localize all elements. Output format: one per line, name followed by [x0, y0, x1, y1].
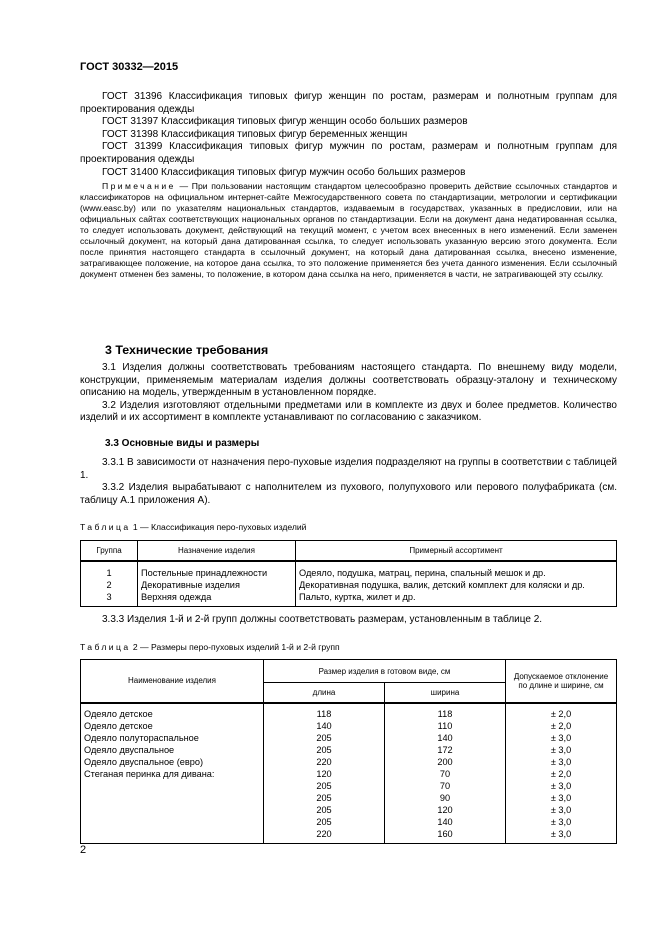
- table2: [80, 659, 617, 844]
- table-row: Одеяло детское 140 110 ± 2,0: [81, 720, 617, 732]
- section-3-paragraphs: [80, 362, 617, 425]
- table-row: 205 140 ± 3,0: [81, 816, 617, 828]
- note-paragraph: [80, 181, 617, 280]
- table-row: Одеяло двуспальное (евро) 220 200 ± 3,0: [81, 756, 617, 768]
- paragraph-3-2: 3.2 Изделия изготовляют отдельными предметами или в комплекте из двух и более предметов. Количество изделий и их ассортимент в комплекте устанавливают по согласованию с заказчиком.: [80, 399, 617, 424]
- normative-references: [80, 91, 617, 179]
- reference-item: ГОСТ 31400 Классификация типовых фигур мужчин особо больших размеров: [102, 166, 466, 178]
- table1-caption: Таблица 1 — Классификация перо-пуховых изделий: [80, 522, 307, 532]
- table-header-cell: Размер изделия в готовом виде, см: [264, 660, 506, 683]
- table-header-cell: Группа: [81, 541, 138, 562]
- table-header-cell: Назначение изделия: [138, 541, 296, 562]
- page-number: 2: [80, 844, 87, 856]
- paragraph-3-1: 3.1 Изделия должны соответствовать требованиям настоящего стандарта. По внешнему виду модели, конструкции, применяемым материалам изделия должны соответствовать образцу-эталону и техническому описанию на модель, утвержденным в установленном порядке.: [80, 362, 617, 399]
- table-row: Стеганая перинка для дивана: 120 70 ± 2,0: [81, 768, 617, 780]
- table-row: 2 Декоративные изделия Декоративная подушка, валик, детский комплект для коляски и др.: [81, 579, 617, 591]
- table-row: 3 Верхняя одежда Пальто, куртка, жилет и др.: [81, 591, 617, 607]
- table-row: Одеяло полутораспальное 205 140 ± 3,0: [81, 732, 617, 744]
- table-row: Одеяло двуспальное 205 172 ± 3,0: [81, 744, 617, 756]
- table-header-cell: Допускаемое отклонение по длине и ширине, см: [506, 660, 617, 703]
- paragraph-3-3-1: 3.3.1 В зависимости от назначения перо-пуховые изделия подразделяют на группы в соответствии с таблицей 1.: [80, 457, 617, 481]
- table-row: 205 90 ± 3,0: [81, 792, 617, 804]
- table-header-cell: длина: [264, 683, 385, 703]
- reference-item: ГОСТ 31398 Классификация типовых фигур беременных женщин: [102, 128, 408, 140]
- table-row: 220 160 ± 3,0: [81, 828, 617, 843]
- paragraph-3-3-3-block: [80, 614, 617, 627]
- table-header-cell: ширина: [385, 683, 506, 703]
- note-text: — При пользовании настоящим стандартом целесообразно проверить действие ссылочных стандартов и классификаторов на официальном интернет-сайте Межгосударственного совета по стандартизации, метрологии и сертификации (www.easc.by) или по указателям национальных стандартов, издаваемым в государствах, указанных в предисловии, или на официальных сайтах соответствующих национальных органов по стандартизации. Если на документ дана недатированная ссылка, то следует использовать документ, действующий на текущий момент, с учетом всех внесенных в него изменений. Если заменен ссылочный документ, на который дана датированная ссылка, то следует использовать указанную версию этого документа. Если после принятия настоящего стандарта в ссылочный документ, на который дана датированная ссылка, внесено изменение, затрагивающее положение, на которое дана ссылка, то это положение применяется без учета данного изменения. Если ссылочный документ отменен без замены, то положение, в котором дана ссылка на него, применяется в части, не затрагивающей эту ссылку.: [80, 181, 617, 279]
- table1: [80, 540, 617, 607]
- document-header: ГОСТ 30332—2015: [80, 61, 179, 73]
- table-row: Одеяло детское 118 118 ± 2,0: [81, 703, 617, 720]
- table-row: 205 120 ± 3,0: [81, 804, 617, 816]
- table-header-row: [81, 541, 617, 562]
- paragraph-3-3-2: 3.3.2 Изделия вырабатывают с наполнителем из пухового, полупухового или перового полуфабриката (см. таблицу А.1 приложения А).: [80, 482, 617, 506]
- table-header-cell: Примерный ассортимент: [296, 541, 617, 562]
- table-row: 205 70 ± 3,0: [81, 780, 617, 792]
- subsection-heading: 3.3 Основные виды и размеры: [105, 438, 260, 449]
- table-row: 1 Постельные принадлежности Одеяло, подушка, матрац, перина, спальный мешок и др.: [81, 561, 617, 579]
- note-label: Примечание: [102, 181, 176, 191]
- reference-item: ГОСТ 31397 Классификация типовых фигур женщин особо больших размеров: [102, 116, 468, 128]
- table-header-cell: Наименование изделия: [81, 660, 264, 703]
- reference-item: ГОСТ 31399 Классификация типовых фигур мужчин по ростам, размерам и полнотным группам для проектирования одежды: [80, 141, 618, 165]
- table2-caption: Таблица 2 — Размеры перо-пуховых изделий 1-й и 2-й групп: [80, 642, 340, 652]
- section-heading: 3 Технические требования: [105, 343, 269, 357]
- reference-item: ГОСТ 31396 Классификация типовых фигур женщин по ростам, размерам и полнотным группам для проектирования одежды: [80, 91, 617, 115]
- subsection-3-3-paragraphs: [80, 457, 617, 507]
- paragraph-3-3-3: 3.3.3 Изделия 1-й и 2-й групп должны соответствовать размерам, установленным в таблице 2.: [102, 614, 543, 625]
